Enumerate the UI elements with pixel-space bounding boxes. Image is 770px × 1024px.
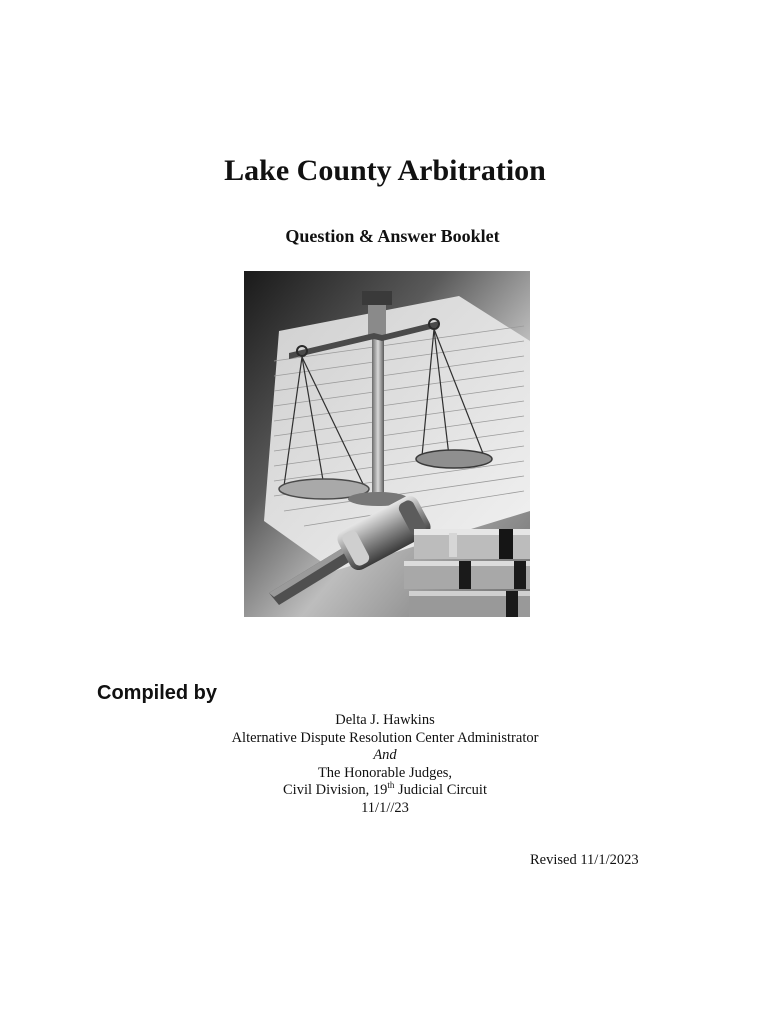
credits-conjunction: And bbox=[373, 747, 397, 763]
revised-date: Revised 11/1/2023 bbox=[530, 852, 639, 868]
document-title: Lake County Arbitration bbox=[224, 154, 546, 187]
law-books-icon bbox=[404, 529, 530, 617]
division-ordinal-suffix: th bbox=[387, 780, 395, 790]
credits-block bbox=[0, 712, 770, 817]
division-prefix: Civil Division, 19 bbox=[283, 782, 388, 798]
credits-judges: The Honorable Judges, bbox=[317, 764, 453, 781]
compiled-by-heading: Compiled by bbox=[97, 682, 218, 704]
document-subtitle: Question & Answer Booklet bbox=[285, 226, 500, 246]
division-suffix: Judicial Circuit bbox=[394, 782, 487, 798]
credits-date: 11/1//23 bbox=[361, 799, 409, 816]
credits-division bbox=[0, 782, 770, 800]
compiler-name: Delta J. Hawkins bbox=[335, 712, 435, 728]
compiler-role: Alternative Dispute Resolution Center Administrator bbox=[231, 729, 539, 746]
cover-image-scales-of-justice bbox=[244, 271, 530, 617]
